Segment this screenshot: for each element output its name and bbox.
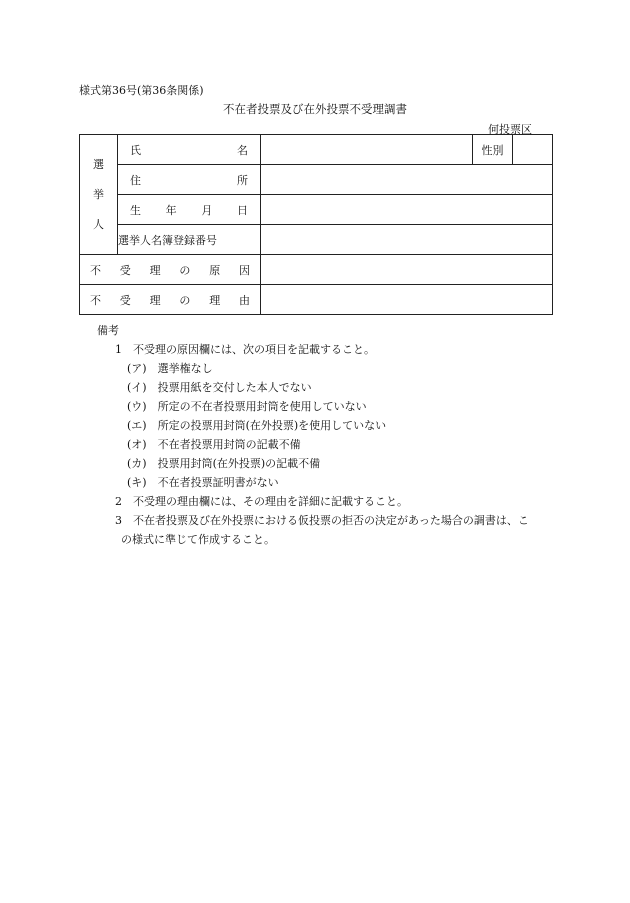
gender-label: 性別	[473, 135, 513, 165]
name-label: 氏 名	[118, 135, 261, 165]
note-item-3-line-1: 3 不在者投票及び在外投票における仮投票の拒否の決定があった場合の調書は、こ	[115, 514, 529, 527]
note-sub-item: (ア) 選挙権なし	[127, 362, 213, 375]
note-item-2: 2 不受理の理由欄には、その理由を詳細に記載すること。	[115, 495, 408, 508]
note-item-1: 1 不受理の原因欄には、次の項目を記載すること。	[115, 343, 375, 356]
address-label: 住 所	[118, 165, 261, 195]
refusal-record-table	[79, 134, 553, 315]
note-sub-item: (エ) 所定の投票用封筒(在外投票)を使用していない	[127, 419, 387, 432]
refusal-cause-label: 不 受 理 の 原 因	[80, 255, 261, 285]
birthdate-label: 生 年 月 日	[118, 195, 261, 225]
register-number-field[interactable]	[261, 225, 553, 255]
refusal-cause-field[interactable]	[261, 255, 553, 285]
note-item-3-line-2: の様式に準じて作成すること。	[121, 533, 275, 546]
elector-label: 選 挙 人	[80, 135, 118, 255]
refusal-reason-field[interactable]	[261, 285, 553, 315]
note-sub-item: (ウ) 所定の不在者投票用封筒を使用していない	[127, 400, 367, 413]
note-sub-item: (オ) 不在者投票用封筒の記載不備	[127, 438, 301, 451]
note-sub-item: (カ) 投票用封筒(在外投票)の記載不備	[127, 457, 321, 470]
form-number: 様式第36号(第36条関係)	[79, 84, 204, 97]
polling-district-label: 何投票区	[488, 123, 532, 136]
register-number-label: 選挙人名簿登録番号	[118, 225, 261, 255]
note-sub-item: (イ) 投票用紙を交付した本人でない	[127, 381, 312, 394]
gender-field[interactable]	[513, 135, 553, 165]
document-title: 不在者投票及び在外投票不受理調書	[223, 102, 407, 116]
note-sub-item: (キ) 不在者投票証明書がない	[127, 476, 279, 489]
name-field[interactable]	[261, 135, 473, 165]
notes-heading: 備考	[97, 324, 119, 337]
refusal-reason-label: 不 受 理 の 理 由	[80, 285, 261, 315]
address-field[interactable]	[261, 165, 553, 195]
birthdate-field[interactable]	[261, 195, 553, 225]
